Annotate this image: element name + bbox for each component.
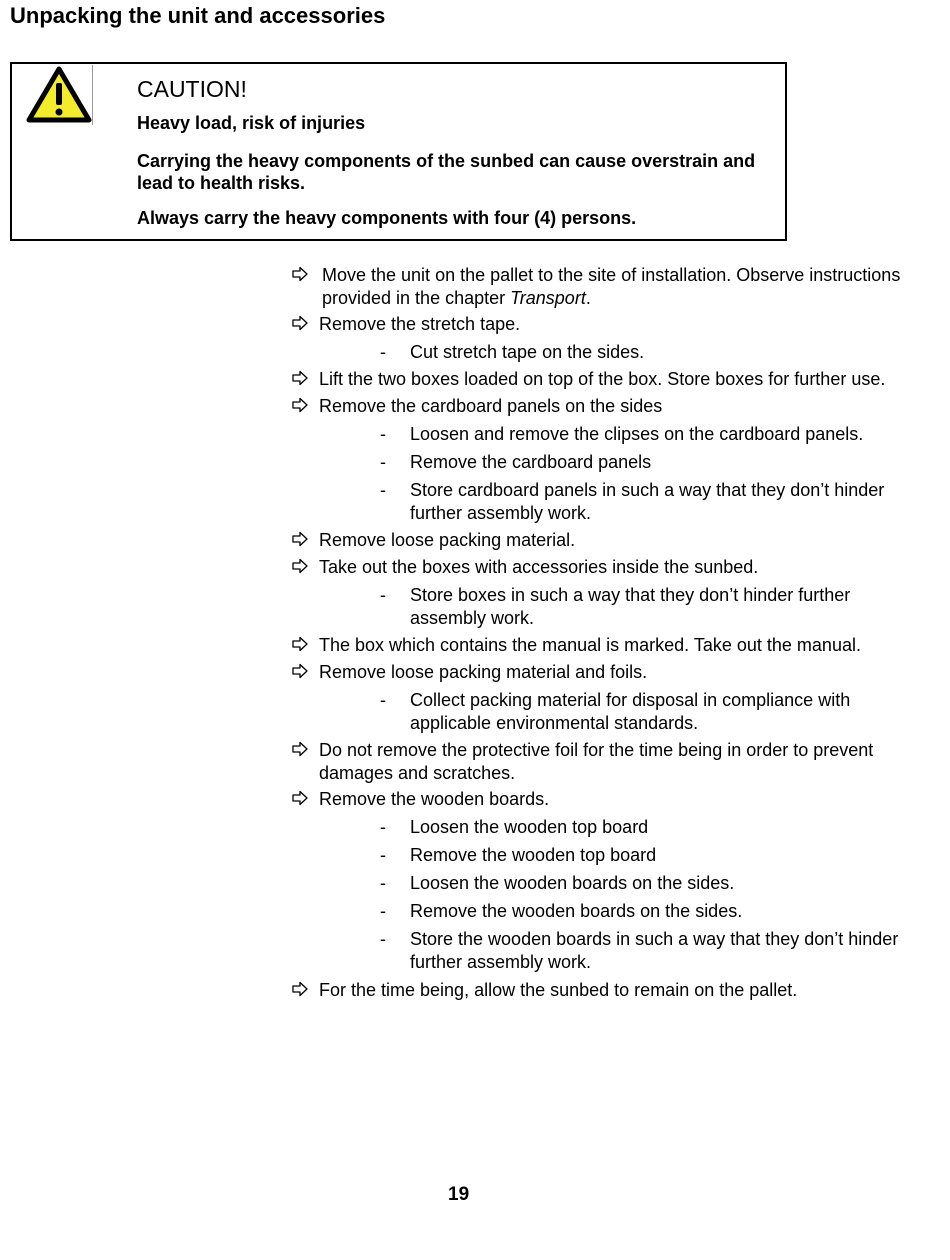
step-text: Move the unit on the pallet to the site of installation. Observe instructions provided in the chapter Transport. [322,265,901,308]
dash-marker: - [380,901,386,921]
step-text: Remove the stretch tape. [319,314,521,334]
step-text: Lift the two boxes loaded on top of the box. Store boxes for further use. [319,369,886,389]
sub-step-text: Store boxes in such a way that they don’t hinder further assembly work. [410,585,851,628]
step-text: Remove loose packing material and foils. [319,662,648,682]
dash-marker: - [380,845,386,865]
caution-instruction: Always carry the heavy components with four (4) persons. [137,208,637,228]
caution-text: Carrying the heavy components of the sunbed can cause overstrain and lead to health risks. [137,151,756,193]
dash-marker: - [380,690,386,710]
arrow-bullet-icon [291,557,309,575]
step-text: Do not remove the protective foil for the time being in order to prevent damages and scratches. [319,740,874,783]
arrow-bullet-icon [291,530,309,548]
sub-step-text: Cut stretch tape on the sides. [410,342,645,362]
dash-marker: - [380,342,386,362]
sub-step-text: Remove the wooden top board [410,845,657,865]
step-text: Remove loose packing material. [319,530,576,550]
arrow-bullet-icon [291,740,309,758]
sub-step-text: Collect packing material for disposal in compliance with applicable environmental standards. [410,690,851,733]
step-text: For the time being, allow the sunbed to remain on the pallet. [319,980,798,1000]
dash-marker: - [380,929,386,949]
sub-step-text: Store the wooden boards in such a way that they don’t hinder further assembly work. [410,929,899,972]
step-text: Take out the boxes with accessories inside the sunbed. [319,557,759,577]
chapter-reference: Transport [510,288,586,308]
step-text: The box which contains the manual is marked. Take out the manual. [319,635,861,655]
page-number: 19 [448,1184,470,1205]
page-title: Unpacking the unit and accessories [10,3,386,28]
dash-marker: - [380,585,386,605]
caution-label: CAUTION! [137,76,247,102]
dash-marker: - [380,424,386,444]
step-text: Remove the cardboard panels on the sides [319,396,663,416]
sub-step-text: Remove the wooden boards on the sides. [410,901,743,921]
arrow-bullet-icon [291,369,309,387]
sub-step-text: Remove the cardboard panels [410,452,652,472]
sub-step-text: Store cardboard panels in such a way that they don’t hinder further assembly work. [410,480,885,523]
caution-heading: Heavy load, risk of injuries [137,113,366,133]
arrow-bullet-icon [291,314,309,332]
dash-marker: - [380,480,386,500]
arrow-bullet-icon [291,265,309,283]
dash-marker: - [380,817,386,837]
caution-box [10,62,787,241]
sub-step-text: Loosen the wooden boards on the sides. [410,873,735,893]
dash-marker: - [380,873,386,893]
sub-step-text: Loosen and remove the clipses on the cardboard panels. [410,424,864,444]
arrow-bullet-icon [291,396,309,414]
sub-step-text: Loosen the wooden top board [410,817,649,837]
warning-triangle-icon [26,65,93,125]
arrow-bullet-icon [291,635,309,653]
arrow-bullet-icon [291,789,309,807]
dash-marker: - [380,452,386,472]
arrow-bullet-icon [291,662,309,680]
step-text: Remove the wooden boards. [319,789,550,809]
arrow-bullet-icon [291,980,309,998]
